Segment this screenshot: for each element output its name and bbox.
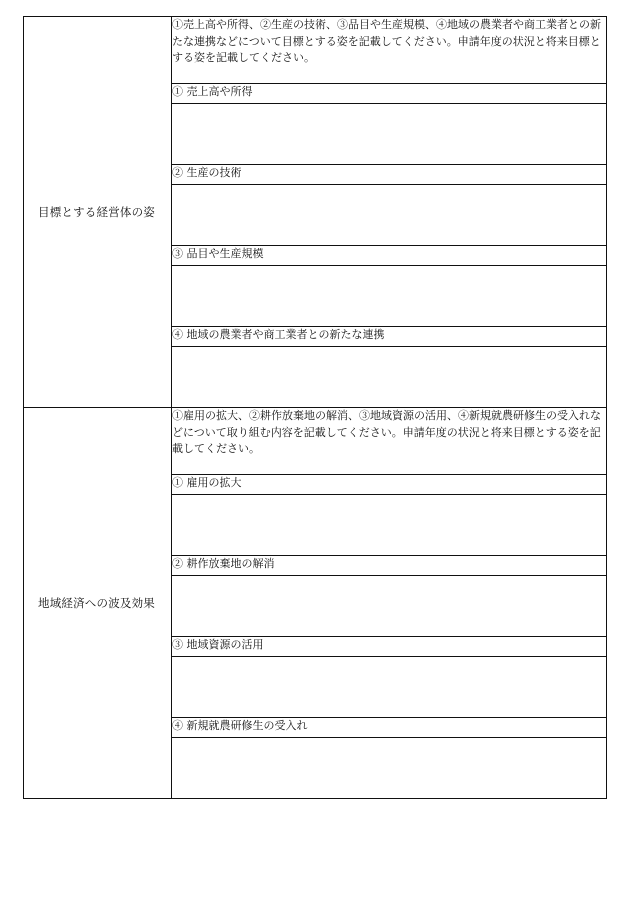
section-heading-management-goal: 目標とする経営体の姿 (24, 17, 172, 408)
application-form-table (23, 16, 607, 799)
item-input-local-partnership[interactable] (172, 347, 606, 407)
item-input-local-resources[interactable] (172, 657, 606, 717)
item-input-abandoned-farmland[interactable] (172, 576, 606, 636)
section-regional-impact-instruction-row (24, 408, 607, 475)
section-heading-regional-impact: 地域経済への波及効果 (24, 408, 172, 799)
item-label-employment: ① 雇用の拡大 (172, 475, 607, 495)
item-body-abandoned-farmland (172, 576, 607, 637)
item-label-product-scale: ③ 品目や生産規模 (172, 246, 607, 266)
item-body-local-partnership (172, 347, 607, 408)
item-input-employment[interactable] (172, 495, 606, 555)
section-instruction-regional-impact: ①雇用の拡大、②耕作放棄地の解消、③地域資源の活用、④新規就農研修生の受入れなどについて取り組む内容を記載してください。申請年度の状況と将来目標とする姿を記載してください。 (172, 408, 607, 475)
item-body-product-scale (172, 266, 607, 327)
item-label-production-technology: ② 生産の技術 (172, 165, 607, 185)
item-body-employment (172, 495, 607, 556)
item-input-new-farmer-trainees[interactable] (172, 738, 606, 798)
item-input-product-scale[interactable] (172, 266, 606, 326)
item-input-sales-income[interactable] (172, 104, 606, 164)
item-label-new-farmer-trainees: ④ 新規就農研修生の受入れ (172, 718, 607, 738)
item-body-new-farmer-trainees (172, 738, 607, 799)
item-body-sales-income (172, 104, 607, 165)
section-instruction-management-goal: ①売上高や所得、②生産の技術、③品目や生産規模、④地域の農業者や商工業者との新たな連携などについて目標とする姿を記載してください。申請年度の状況と将来目標とする姿を記載してください。 (172, 17, 607, 84)
section-management-goal-instruction-row (24, 17, 607, 84)
item-label-abandoned-farmland: ② 耕作放棄地の解消 (172, 556, 607, 576)
item-label-local-partnership: ④ 地域の農業者や商工業者との新たな連携 (172, 327, 607, 347)
item-input-production-technology[interactable] (172, 185, 606, 245)
item-body-production-technology (172, 185, 607, 246)
item-label-local-resources: ③ 地域資源の活用 (172, 637, 607, 657)
item-label-sales-income: ① 売上高や所得 (172, 84, 607, 104)
item-body-local-resources (172, 657, 607, 718)
